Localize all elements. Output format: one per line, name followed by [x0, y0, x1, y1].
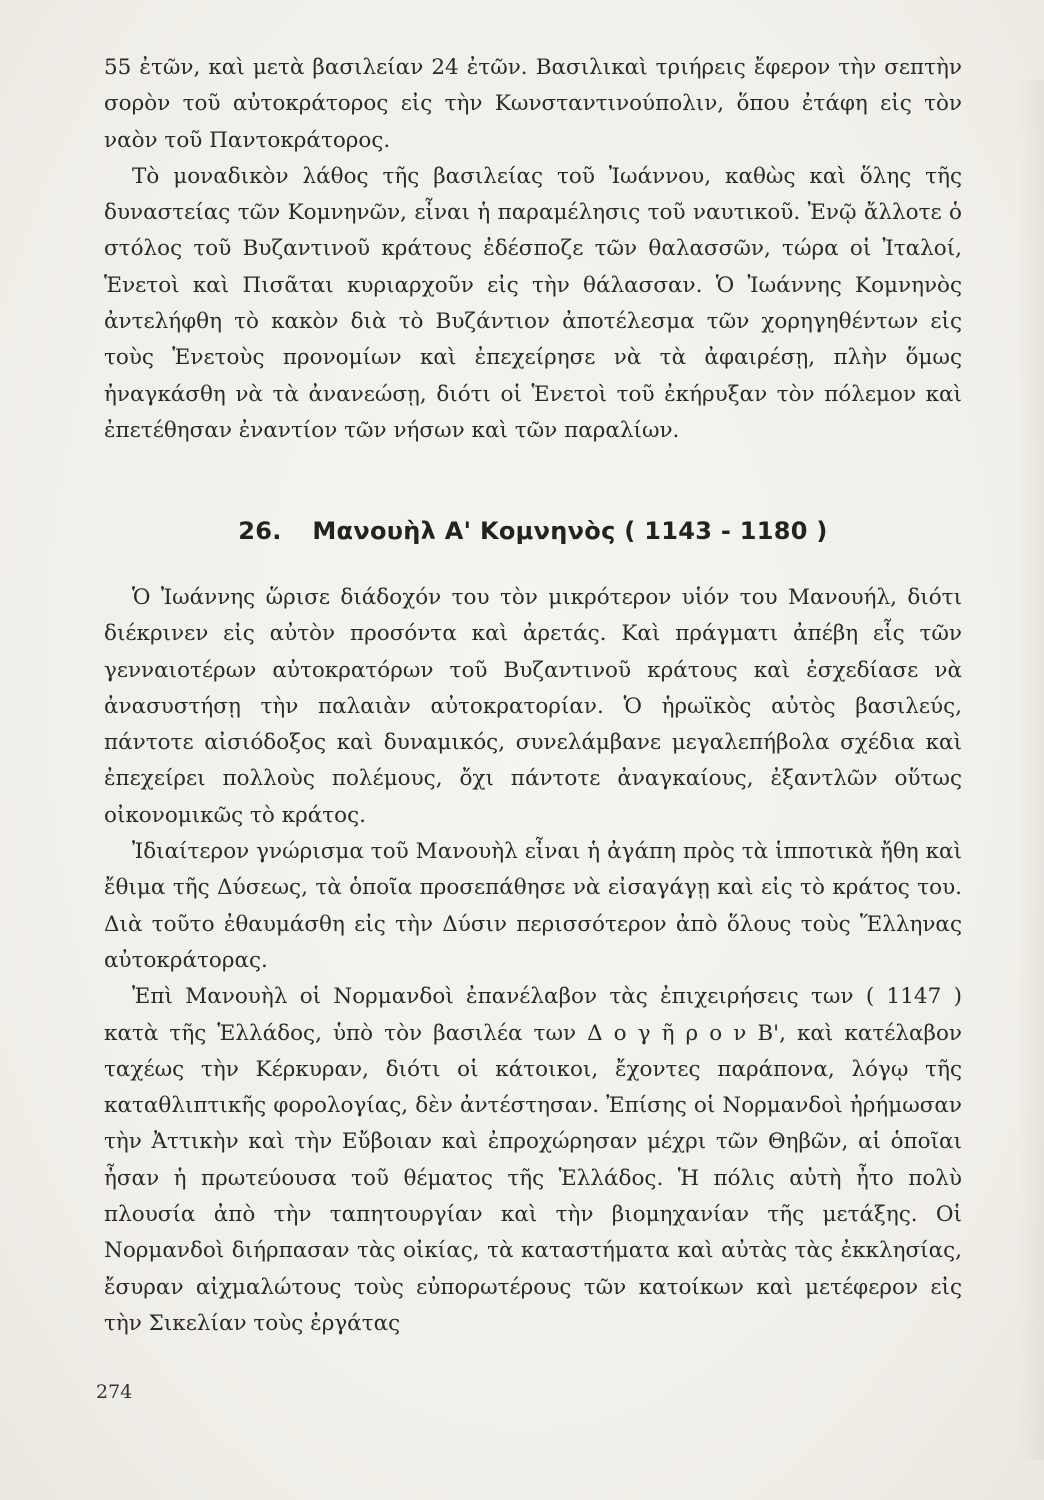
- section-number: 26.: [238, 517, 282, 545]
- paragraph-continuation: 55 ἐτῶν, καὶ μετὰ βασιλείαν 24 ἐτῶν. Βασιλικαὶ τριήρεις ἔφερον τὴν σεπτὴν σορὸν τοῦ αὐτοκράτορος εἰς τὴν Κωνσταντινούπολιν, ὅπου ἐτάφη εἰς τὸν ναὸν τοῦ Παντοκράτορος.: [104, 55, 962, 153]
- paragraph-western-customs: Ἰδιαίτερον γνώρισμα τοῦ Μανουὴλ εἶναι ἡ ἀγάπη πρὸς τὰ ἱπποτικὰ ἤθη καὶ ἔθιμα τῆς Δύσεως, τὰ ὁποῖα προσεπάθησε νὰ εἰσαγάγῃ καὶ εἰς τὸ κράτος του. Διὰ τοῦτο ἐθαυμάσθη εἰς τὴν Δύσιν περισσότερον ἀπὸ ὅλους τοὺς Ἕλληνας αὐτοκράτορας.: [104, 839, 962, 973]
- paragraph-navy-neglect: Τὸ μοναδικὸν λάθος τῆς βασιλείας τοῦ Ἰωάννου, καθὼς καὶ ὅλης τῆς δυναστείας τῶν Κομνηνῶν, εἶναι ἡ παραμέλησις τοῦ ναυτικοῦ. Ἐνῷ ἄλλοτε ὁ στόλος τοῦ Βυζαντινοῦ κράτους ἐδέσποζε τῶν θαλασσῶν, τώρα οἱ Ἰταλοί, Ἑνετοὶ καὶ Πισᾶται κυριαρχοῦν εἰς τὴν θάλασσαν. Ὁ Ἰωάννης Κομνηνὸς ἀντελήφθη τὸ κακὸν διὰ τὸ Βυζάντιον ἀποτέλεσμα τῶν χορηγηθέντων εἰς τοὺς Ἑνετοὺς προνομίων καὶ ἐπεχείρησε νὰ τὰ ἀφαιρέσῃ, πλὴν ὅμως ἠναγκάσθη νὰ τὰ ἀνανεώσῃ, διότι οἱ Ἑνετοὶ τοῦ ἐκήρυξαν τὸν πόλεμον καὶ ἐπετέθησαν ἐναντίον τῶν νήσων καὶ τῶν παραλίων.: [104, 163, 962, 443]
- page-edge-shadow: [1018, 80, 1044, 1460]
- section-heading: [0, 517, 1044, 545]
- paragraph-succession: Ὁ Ἰωάννης ὥρισε διάδοχόν του τὸν μικρότερον υἱόν του Μανουήλ, διότι διέκρινεν εἰς αὐτὸν προσόντα καὶ ἀρετάς. Καὶ πράγματι ἀπέβη εἷς τῶν γενναιοτέρων αὐτοκρατόρων τοῦ Βυζαντινοῦ κράτους καὶ ἐσχεδίασε νὰ ἀνασυστήσῃ τὴν παλαιὰν αὐτοκρατορίαν. Ὁ ἡρωϊκὸς αὐτὸς βασιλεύς, πάντοτε αἰσιόδοξος καὶ δυναμικός, συνελάμβανε μεγαλεπήβολα σχέδια καὶ ἐπεχείρει πολλοὺς πολέμους, ὄχι πάντοτε ἀναγκαίους, ἐξαντλῶν οὕτως οἰκονομικῶς τὸ κράτος.: [104, 585, 962, 828]
- top-text-block: [104, 50, 962, 449]
- bottom-text-block: [104, 580, 962, 1342]
- page-number: 274: [96, 1381, 133, 1403]
- paragraph-normans: Ἐπὶ Μανουὴλ οἱ Νορμανδοὶ ἐπανέλαβον τὰς ἐπιχειρήσεις των ( 1147 ) κατὰ τῆς Ἑλλάδος, ὑπὸ τὸν βασιλέα των Δ ο γ ῆ ρ ο ν Β', καὶ κατέλαβον ταχέως τὴν Κέρκυραν, διότι οἱ κάτοικοι, ἔχοντες παράπονα, λόγῳ τῆς καταθλιπτικῆς φορολογίας, δὲν ἀντέστησαν. Ἐπίσης οἱ Νορμανδοὶ ἠρήμωσαν τὴν Ἀττικὴν καὶ τὴν Εὔβοιαν καὶ ἐπροχώρησαν μέχρι τῶν Θηβῶν, αἱ ὁποῖαι ἦσαν ἡ πρωτεύουσα τοῦ θέματος τῆς Ἑλλάδος. Ἡ πόλις αὐτὴ ἦτο πολὺ πλουσία ἀπὸ τὴν ταπητουργίαν καὶ τὴν βιομηχανίαν τῆς μετάξης. Οἱ Νορμανδοὶ διήρπασαν τὰς οἰκίας, τὰ καταστήματα καὶ αὐτὰς τὰς ἐκκλησίας, ἔσυραν αἰχμαλώτους τοὺς εὐπορωτέρους τῶν κατοίκων καὶ μετέφερον εἰς τὴν Σικελίαν τοὺς ἐργάτας: [104, 984, 962, 1336]
- section-title: Μανουὴλ Α' Κομνηνὸς ( 1143 - 1180 ): [312, 517, 828, 545]
